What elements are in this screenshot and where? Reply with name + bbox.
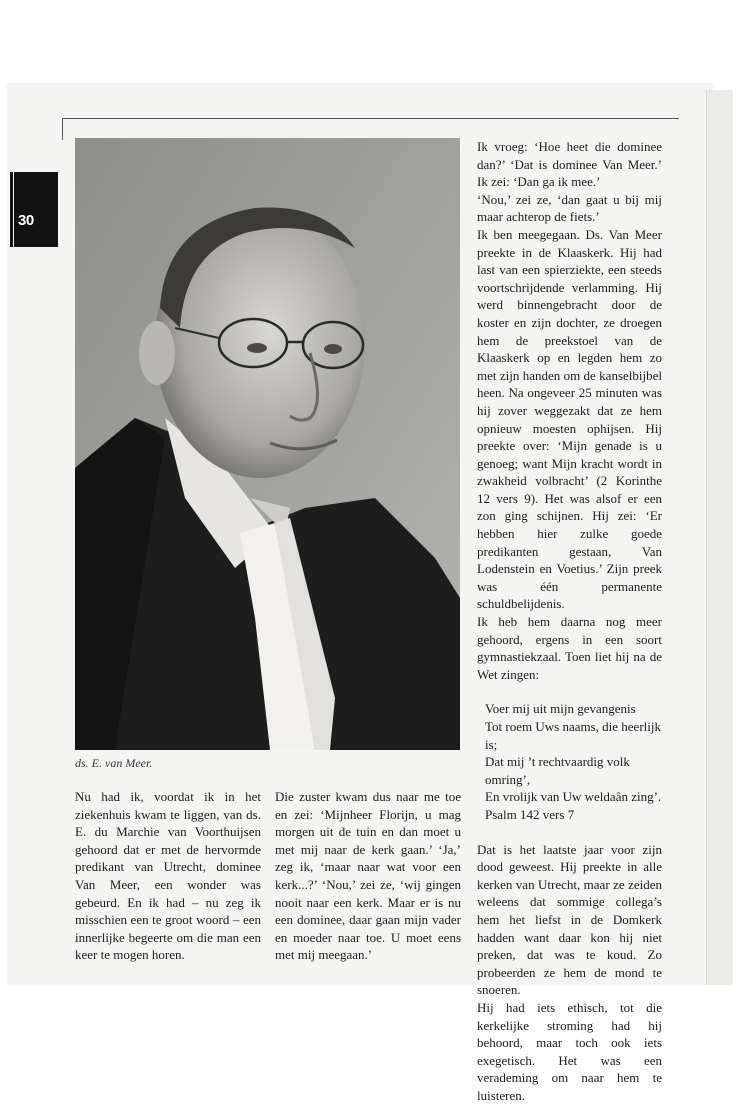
psalm-quote [485, 700, 662, 823]
page-number: 30 [18, 212, 34, 229]
poem-line: Tot roem Uws naams, die heerlijk is; [485, 719, 661, 752]
text-column-3 [477, 138, 662, 1104]
paragraph: ‘Nou,’ zei ze, ‘dan gaat u bij mij maar achterop de fiets.’ [477, 191, 662, 225]
paragraph: Hij had iets ethisch, tot die kerkelijke stroming had hij behoord, maar toch ook iets exegetisch. Het was een verademing om naar hem te luisteren. [477, 999, 662, 1103]
text-column-2 [275, 788, 461, 964]
paragraph: Nu had ik, voordat ik in het ziekenhuis kwam te liggen, van ds. E. du Marchie van Voorthuijsen gehoord dat er met de hervormde predikant van Utrecht, dominee Van Meer, een wonder was gebeurd. En ik had – nu zeg ik misschien een te groot woord – een innerlijke begeerte om die man een keer te mogen horen. [75, 789, 261, 963]
paragraph: Ik ben meegegaan. Ds. Van Meer preekte in de Klaaskerk. Hij had last van een spierziekte, een steeds voortschrijdende verlamming. Hij werd binnengebracht door de koster en zijn dochter, ze droegen hem de preekstoel van de Klaaskerk op en legden hem zo met zijn handen om de kanselbijbel heen. Na ongeveer 25 minuten was hij zover weggezakt dat ze hem opnieuw moesten ophijsen. Hij preekte over: ‘Mijn genade is u genoeg; want Mijn kracht wordt in zwakheid volbracht’ (2 Korinthe 12 vers 9). Het was alsof er een zon ging schijnen. Hij zei: ‘Er hebben hier zulke goede predikanten gestaan, Van Lodenstein en Voetius.’ Zijn preek was één permanente schuldbelijdenis. [477, 226, 662, 612]
page-number-tab [14, 172, 58, 247]
header-rule-corner [62, 118, 63, 140]
page-tab-accent [10, 172, 13, 247]
paragraph: Ik vroeg: ‘Hoe heet die dominee dan?’ ‘Dat is dominee Van Meer.’ Ik zei: ‘Dan ga ik mee.’ [477, 139, 662, 190]
paragraph: Die zuster kwam dus naar me toe en zei: ‘Mijnheer Florijn, u mag morgen uit de tuin en dan moet u met mij naar de kerk gaan.’ ‘Ja,’ zeg ik, ‘maar naar wat voor een kerk...?’ ‘Nou,’ zei ze, ‘wij gingen nooit naar een kerk. Maar er is nu een dominee, daar gaan mijn vader en moeder naar toe. U moet eens met mij meegaan.’ [275, 789, 461, 963]
header-rule [62, 118, 679, 119]
poem-line: Dat mij ’t rechtvaardig volk omring’, [485, 754, 630, 787]
text-column-1 [75, 788, 261, 964]
photo-caption: ds. E. van Meer. [75, 756, 153, 770]
poem-line: En vrolijk van Uw weldaân zing’. [485, 789, 662, 805]
paragraph: Ik heb hem daarna nog meer gehoord, ergens in een soort gymnastiekzaal. Toen liet hij na de Wet zingen: [477, 614, 662, 682]
page-edge [706, 90, 733, 985]
portrait-photo [75, 138, 460, 750]
portrait-illustration [75, 138, 460, 750]
poem-line: Voer mij uit mijn gevangenis [485, 701, 636, 717]
paragraph: Dat is het laatste jaar voor zijn dood geweest. Hij preekte in alle kerken van Utrecht, maar ze zeiden weleens dat sommige collega’s hem het liefst in de Domkerk hadden want daar kon hij niet preken, dat was te koud. Zo probeerden ze hem de mond te snoeren. [477, 841, 662, 998]
poem-reference: Psalm 142 vers 7 [485, 806, 575, 822]
